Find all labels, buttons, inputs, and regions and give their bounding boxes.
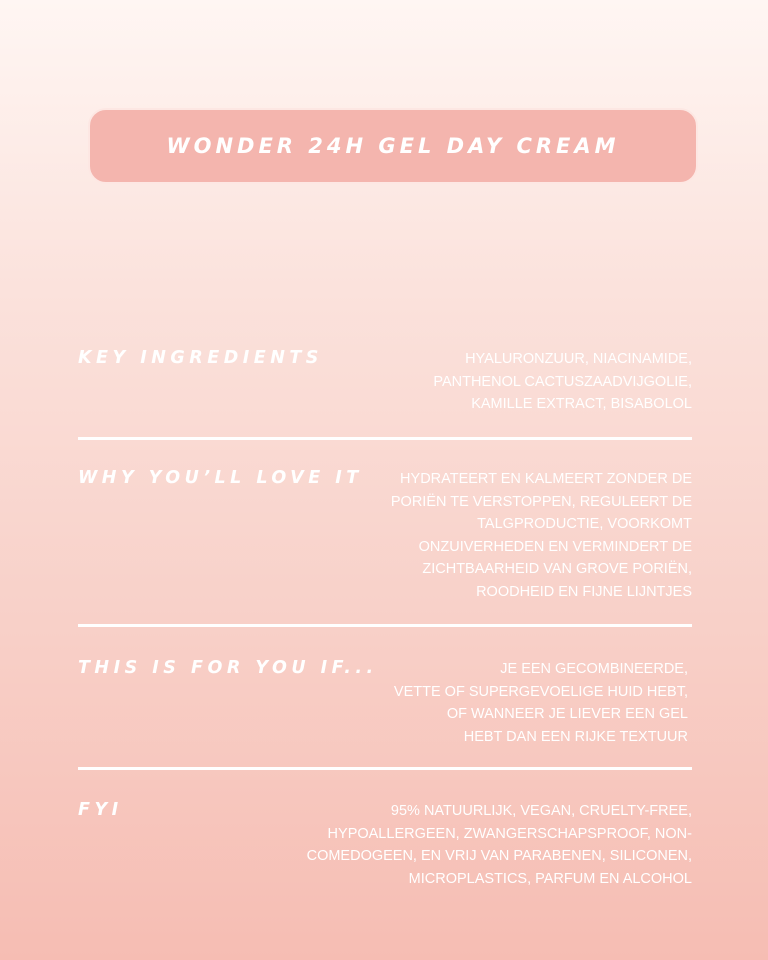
section-divider bbox=[78, 624, 692, 627]
section-fyi bbox=[78, 800, 692, 895]
section-line: ROODHEID EN FIJNE LIJNTJES bbox=[476, 583, 692, 600]
section-body bbox=[394, 658, 688, 748]
page-title: WONDER 24H GEL DAY CREAM bbox=[166, 134, 620, 158]
section-key-ingredients bbox=[78, 348, 692, 418]
section-heading: FYI bbox=[78, 800, 123, 820]
section-line: HYDRATEERT EN KALMEERT ZONDER DE bbox=[400, 471, 692, 487]
section-line: HYPOALLERGEEN, ZWANGERSCHAPSPROOF, NON- bbox=[327, 825, 692, 842]
section-for-you-if bbox=[78, 658, 692, 753]
section-line: ONZUIVERHEDEN EN VERMINDERT DE bbox=[418, 538, 692, 555]
section-why-love-it bbox=[78, 468, 692, 608]
section-line: JE EEN GECOMBINEERDE, bbox=[500, 661, 688, 677]
section-divider bbox=[78, 767, 692, 770]
section-heading: WHY YOU’LL LOVE IT bbox=[78, 468, 363, 488]
section-line: MICROPLASTICS, PARFUM EN ALCOHOL bbox=[408, 870, 692, 887]
section-body bbox=[307, 800, 692, 890]
section-divider bbox=[78, 437, 692, 440]
section-heading: KEY INGREDIENTS bbox=[78, 348, 323, 368]
section-line: VETTE OF SUPERGEVOELIGE HUID HEBT, bbox=[393, 683, 688, 700]
section-body bbox=[391, 468, 692, 604]
section-line: ZICHTBAARHEID VAN GROVE PORIËN, bbox=[422, 561, 692, 578]
title-banner bbox=[88, 108, 698, 184]
section-line: OF WANNEER JE LIEVER EEN GEL bbox=[446, 706, 688, 723]
section-line: HYALURONZUUR, NIACINAMIDE, bbox=[465, 351, 692, 367]
section-line: TALGPRODUCTIE, VOORKOMT bbox=[477, 516, 692, 533]
section-line: 95% NATUURLIJK, VEGAN, CRUELTY-FREE, bbox=[390, 803, 692, 819]
section-line: HEBT DAN EEN RIJKE TEXTUUR bbox=[463, 728, 688, 745]
section-line: PORIËN TE VERSTOPPEN, REGULEERT DE bbox=[390, 493, 692, 510]
section-body bbox=[433, 348, 692, 416]
section-line: COMEDOGEEN, EN VRIJ VAN PARABENEN, SILICONEN, bbox=[306, 848, 692, 865]
section-line: PANTHENOL CACTUSZAADVIJGOLIE, bbox=[433, 373, 692, 390]
section-heading: THIS IS FOR YOU IF... bbox=[78, 658, 378, 678]
section-line: KAMILLE EXTRACT, BISABOLOL bbox=[471, 396, 692, 413]
